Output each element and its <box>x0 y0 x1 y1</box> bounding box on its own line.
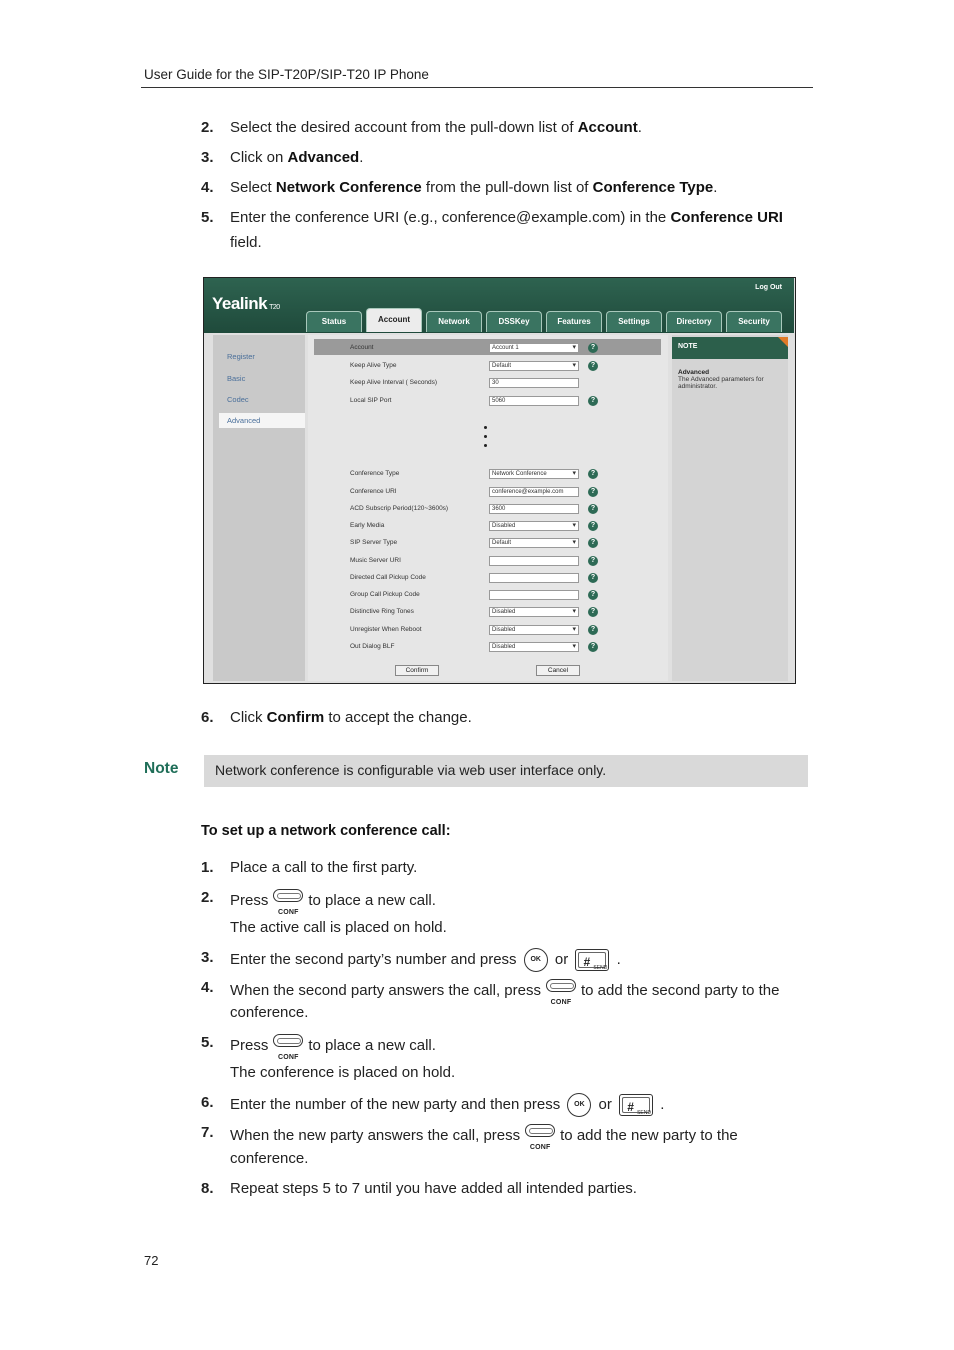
procedure-title: To set up a network conference call: <box>201 823 451 839</box>
form-row-label: Directed Call Pickup Code <box>350 574 426 581</box>
help-icon[interactable]: ? <box>588 590 598 600</box>
help-icon[interactable]: ? <box>588 521 598 531</box>
page-number: 72 <box>144 1253 159 1268</box>
step-text: Enter the conference URI (e.g., conference@example.com) in the Conference URI <box>230 209 783 226</box>
help-icon[interactable]: ? <box>588 538 598 548</box>
logout-link[interactable]: Log Out <box>755 284 782 291</box>
nav-register[interactable]: Register <box>227 352 255 361</box>
help-icon[interactable]: ? <box>588 396 598 406</box>
step-number: 2. <box>201 119 214 136</box>
form-row-label: Unregister When Reboot <box>350 626 422 633</box>
ellipsis-dot <box>484 444 487 447</box>
conf-key-icon: CONF <box>271 888 305 914</box>
form-row-select[interactable]: Network Conference ▾ <box>489 469 579 479</box>
form-row-label: SIP Server Type <box>350 539 398 546</box>
step-text: Click on Advanced. <box>230 149 364 166</box>
conf-key-icon: CONF <box>544 978 578 1004</box>
nav-codec[interactable]: Codec <box>227 395 249 404</box>
form-row-label: Keep Alive Type <box>350 362 397 369</box>
help-icon[interactable]: ? <box>588 625 598 635</box>
tab-dsskey[interactable]: DSSKey <box>486 311 542 332</box>
help-icon[interactable]: ? <box>588 343 598 353</box>
ok-key-icon: OK <box>524 948 548 972</box>
form-row-select[interactable]: Default ▾ <box>489 538 579 548</box>
form-row-input[interactable]: 30 <box>489 378 579 388</box>
form-row-label: Conference Type <box>350 470 400 477</box>
tab-network[interactable]: Network <box>426 311 482 332</box>
step-text: Click Confirm to accept the change. <box>230 709 472 726</box>
form-row-input[interactable] <box>489 556 579 566</box>
help-icon[interactable]: ? <box>588 642 598 652</box>
step-text: Select the desired account from the pull-down list of Account. <box>230 119 642 136</box>
step-number: 3. <box>201 149 214 166</box>
confirm-button[interactable]: Confirm <box>395 665 439 676</box>
tab-account[interactable]: Account <box>366 308 422 332</box>
note-panel <box>672 335 788 681</box>
form-row-label: Group Call Pickup Code <box>350 591 420 598</box>
header-rule <box>141 87 813 88</box>
advanced-settings-form <box>308 335 668 681</box>
send-key-icon: # SEND <box>619 1094 653 1116</box>
running-header: User Guide for the SIP-T20P/SIP-T20 IP Phone <box>144 67 429 82</box>
help-icon[interactable]: ? <box>588 487 598 497</box>
step-number: 5. <box>201 209 214 226</box>
tab-security[interactable]: Security <box>726 311 782 332</box>
help-icon[interactable]: ? <box>588 361 598 371</box>
help-icon[interactable]: ? <box>588 573 598 583</box>
web-ui-screenshot <box>203 277 796 684</box>
note-corner-flag <box>778 337 788 347</box>
tab-directory[interactable]: Directory <box>666 311 722 332</box>
web-ui-top-bar <box>204 278 794 333</box>
yealink-logo: Yealink T20 <box>212 294 280 313</box>
cancel-button[interactable]: Cancel <box>536 665 580 676</box>
help-icon[interactable]: ? <box>588 469 598 479</box>
step-number: 6. <box>201 709 214 726</box>
ok-key-icon: OK <box>567 1093 591 1117</box>
nav-advanced[interactable]: Advanced <box>219 413 305 428</box>
form-row-select[interactable]: Disabled ▾ <box>489 607 579 617</box>
form-row-label: ACD Subscrip Period(120~3600s) <box>350 505 449 512</box>
conf-key-icon: CONF <box>523 1123 557 1149</box>
form-row-label: Account <box>350 344 374 351</box>
nav-basic[interactable]: Basic <box>227 374 246 383</box>
note-box <box>204 755 808 787</box>
note-text: Network conference is configurable via web user interface only. <box>215 762 607 778</box>
note-panel-header: NOTE <box>672 337 788 359</box>
form-row-input[interactable] <box>489 573 579 583</box>
form-row-select[interactable]: Disabled ▾ <box>489 625 579 635</box>
ellipsis-dot <box>484 435 487 438</box>
form-row-label: Music Server URI <box>350 557 401 564</box>
form-row-input[interactable]: conference@example.com <box>489 487 579 497</box>
tab-features[interactable]: Features <box>546 311 602 332</box>
step-text: Select Network Conference from the pull-down list of Conference Type. <box>230 179 718 196</box>
form-row-input[interactable]: 5060 <box>489 396 579 406</box>
note-panel-title: Advanced <box>678 369 710 376</box>
tab-settings[interactable]: Settings <box>606 311 662 332</box>
form-row-label: Local SIP Port <box>350 397 392 404</box>
form-row-label: Distinctive Ring Tones <box>350 608 414 615</box>
form-row-select[interactable]: Default ▾ <box>489 361 579 371</box>
tab-status[interactable]: Status <box>306 311 362 332</box>
form-row-input[interactable] <box>489 590 579 600</box>
conf-key-icon: CONF <box>271 1033 305 1059</box>
help-icon[interactable]: ? <box>588 556 598 566</box>
form-row-label: Conference URI <box>350 488 397 495</box>
form-row-select[interactable]: Account 1 ▾ <box>489 343 579 353</box>
form-row-select[interactable]: Disabled ▾ <box>489 642 579 652</box>
send-key-icon: # SEND <box>575 949 609 971</box>
form-row-label: Keep Alive Interval ( Seconds) <box>350 379 438 386</box>
help-icon[interactable]: ? <box>588 504 598 514</box>
help-icon[interactable]: ? <box>588 607 598 617</box>
form-row-input[interactable]: 3600 <box>489 504 579 514</box>
form-row-label: Out Dialog BLF <box>350 643 395 650</box>
step-number: 4. <box>201 179 214 196</box>
form-row-select[interactable]: Disabled ▾ <box>489 521 579 531</box>
account-side-nav <box>213 335 305 681</box>
note-label: Note <box>144 760 179 777</box>
ellipsis-dot <box>484 426 487 429</box>
form-row-label: Early Media <box>350 522 385 529</box>
note-panel-body: The Advanced parameters for administrator. <box>678 376 764 390</box>
